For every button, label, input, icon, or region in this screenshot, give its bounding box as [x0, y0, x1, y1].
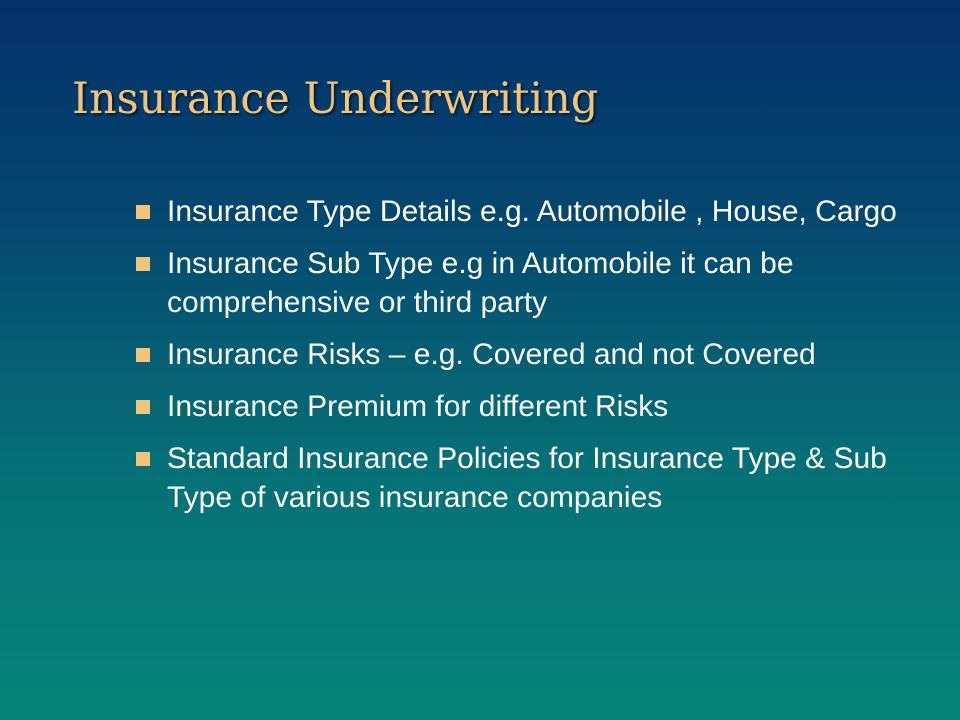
bullet-text: Standard Insurance Policies for Insurance Type & Sub Type of various insurance companies: [167, 442, 887, 514]
bullet-text: Insurance Sub Type e.g in Automobile it can be comprehensive or third party: [167, 247, 794, 319]
bullet-item-standard-policies: [130, 439, 930, 517]
square-bullet-icon: [136, 348, 150, 362]
bullet-list: [130, 192, 930, 530]
bullet-item-sub-type: [130, 244, 930, 322]
slide-title: Insurance Underwriting: [72, 74, 599, 124]
bullet-text: Insurance Risks – e.g. Covered and not Covered: [167, 338, 816, 371]
square-bullet-icon: [136, 257, 150, 271]
square-bullet-icon: [136, 400, 150, 414]
square-bullet-icon: [136, 205, 150, 219]
square-bullet-icon: [136, 452, 150, 466]
bullet-item-type-details: [130, 192, 930, 231]
bullet-item-risks: [130, 335, 930, 374]
bullet-text: Insurance Type Details e.g. Automobile , House, Cargo: [167, 195, 897, 228]
bullet-text: Insurance Premium for different Risks: [167, 390, 669, 423]
bullet-item-premium: [130, 387, 930, 426]
